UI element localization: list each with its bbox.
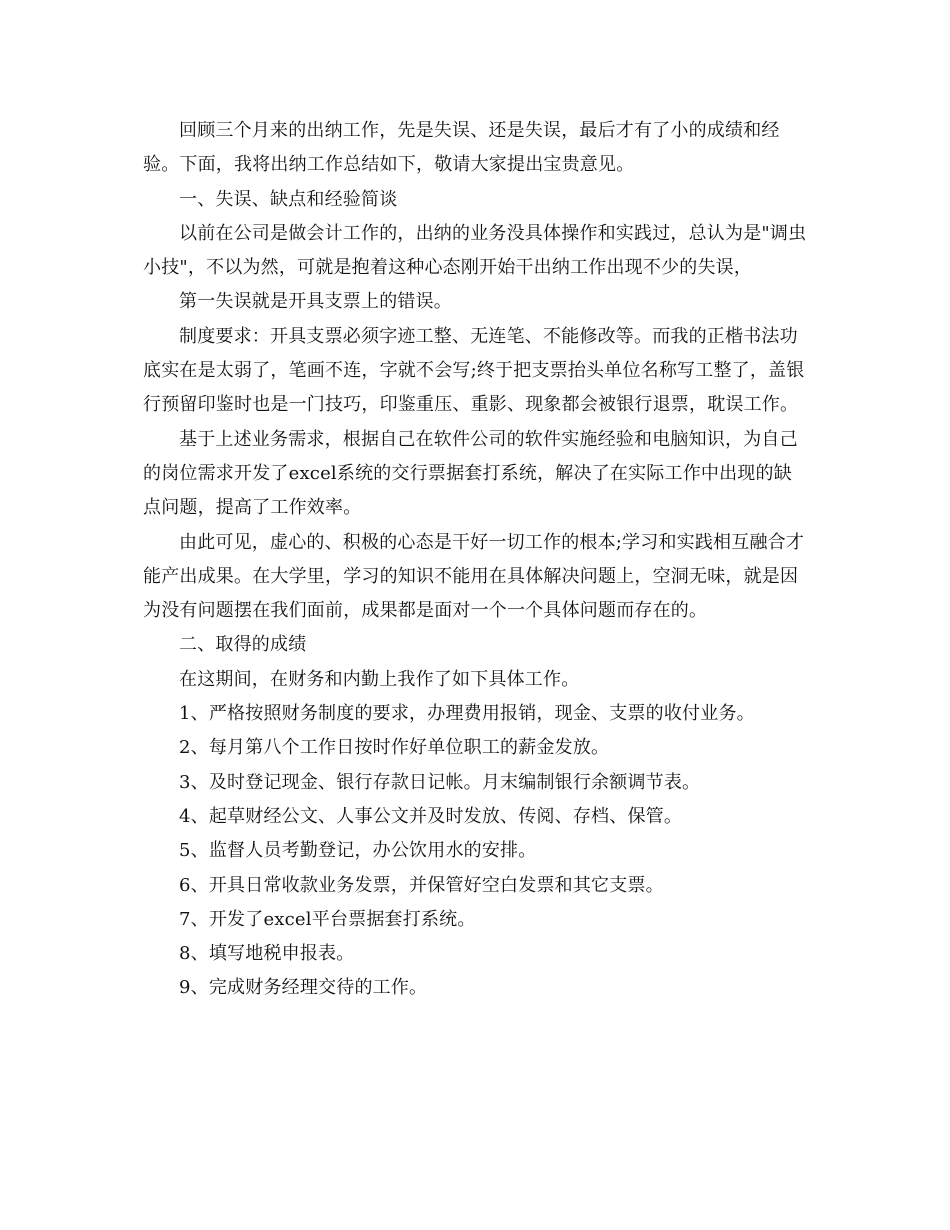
paragraph-first-mistake: 第一失误就是开具支票上的错误。 [179,291,452,313]
list-item-4: 4、起草财经公文、人事公文并及时发放、传阅、存档、保管。 [179,805,683,827]
paragraph-solution: 基于上述业务需求，根据自己在软件公司的软件实施经验和电脑知识，为自己的岗位需求开发了excel系统的交行票据套打系统，解决了在实际工作中出现的缺点问题，提高了工作效率。 [143,428,798,519]
paragraph-intro: 回顾三个月来的出纳工作，先是失误、还是失误，最后才有了小的成绩和经验。下面，我将出纳工作总结如下，敬请大家提出宝贵意见。 [143,120,780,176]
list-item-8: 8、填写地税申报表。 [179,943,355,965]
list-item-3: 3、及时登记现金、银行存款日记帐。月末编制银行余额调节表。 [179,771,701,793]
list-item-9: 9、完成财务经理交待的工作。 [179,977,428,999]
list-item-1: 1、严格按照财务制度的要求，办理费用报销，现金、支票的收付业务。 [179,703,755,725]
paragraph-rules: 制度要求：开具支票必须字迹工整、无连笔、不能修改等。而我的正楷书法功底实在是太弱了，笔画不连，字就不会写;终于把支票抬头单位名称写工整了，盖银行预留印鉴时也是一门技巧，印鉴重压、重影、现象都会被银行退票，耽误工作。 [143,325,805,416]
paragraph-work-intro: 在这期间，在财务和内勤上我作了如下具体工作。 [179,668,580,690]
list-item-7: 7、开发了excel平台票据套打系统。 [179,908,476,930]
paragraph-conclusion: 由此可见，虚心的、积极的心态是干好一切工作的根本;学习和实践相互融合才能产出成果。在大学里，学习的知识不能用在具体解决问题上，空洞无味，就是因为没有问题摆在我们面前，成果都是面对一个一个具体问题而存在的。 [143,531,805,622]
list-item-2: 2、每月第八个工作日按时作好单位职工的薪金发放。 [179,737,610,759]
list-item-5: 5、监督人员考勤登记，办公饮用水的安排。 [179,840,537,862]
document-body [143,114,808,1006]
section-heading-1: 一、失误、缺点和经验简谈 [179,188,398,210]
list-item-6: 6、开具日常收款业务发票，并保管好空白发票和其它支票。 [179,874,664,896]
section-heading-2: 二、取得的成绩 [179,634,307,656]
paragraph-background: 以前在公司是做会计工作的，出纳的业务没具体操作和实践过，总认为是"调虫小技"，不以为然，可就是抱着这种心态刚开始干出纳工作出现不少的失误， [143,222,807,279]
